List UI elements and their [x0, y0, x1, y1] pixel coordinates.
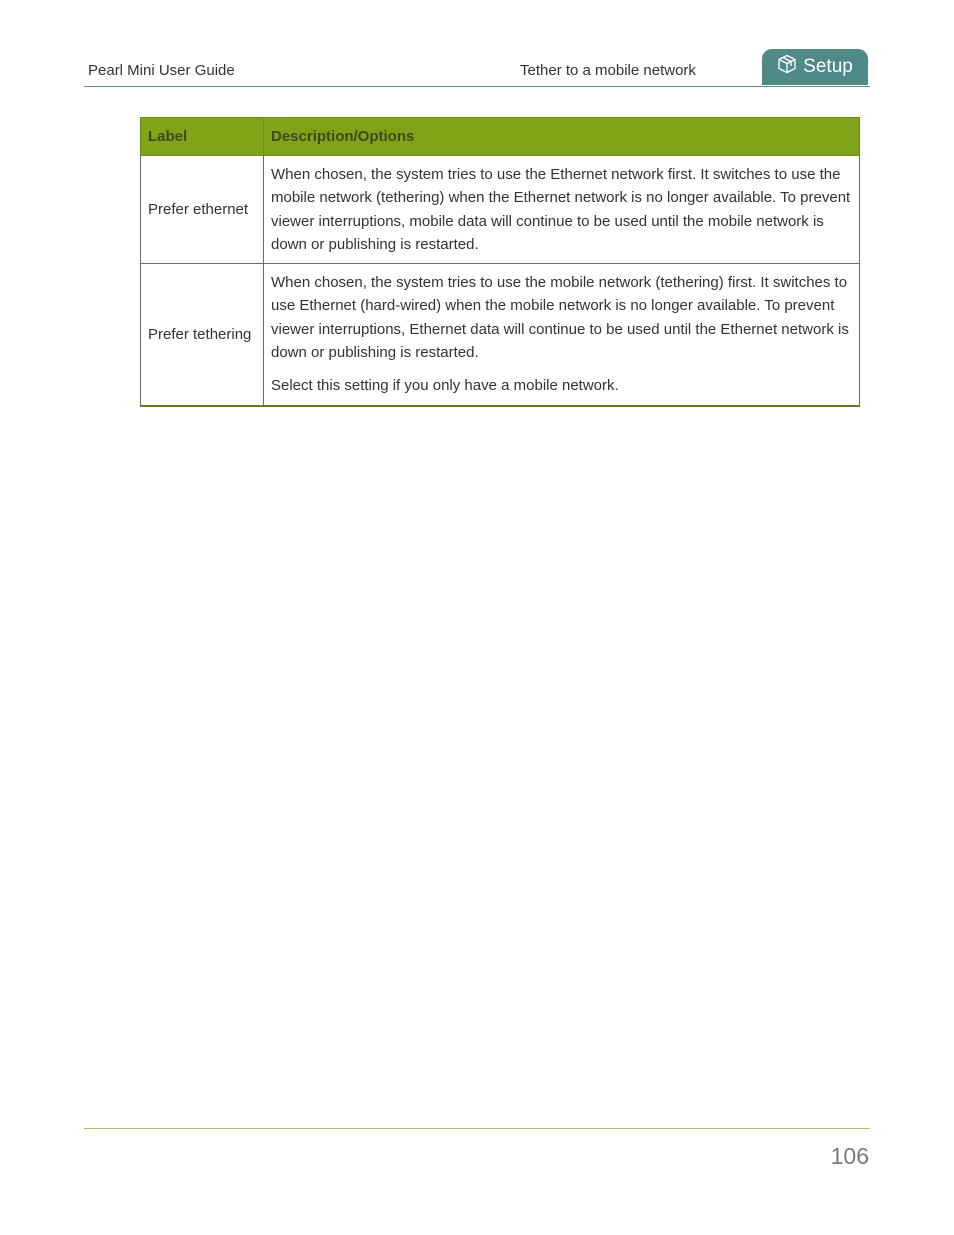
row-description-prefer-tethering: [264, 264, 860, 406]
column-header-label: Label: [141, 118, 264, 156]
section-title: Tether to a mobile network: [520, 62, 696, 79]
header-divider: [84, 86, 870, 87]
table-header-row: [141, 118, 860, 156]
page-number: 106: [830, 1143, 869, 1169]
footer-divider: [84, 1128, 870, 1129]
guide-title: Pearl Mini User Guide: [88, 62, 235, 79]
table-row: [141, 264, 860, 406]
description-paragraph: When chosen, the system tries to use the Ethernet network first. It switches to use the mobile network (tethering) when the Ethernet network is no longer available. To prevent viewer interruptions, mobile data will continue to be used until the mobile network is down or publishing is restarted.: [271, 166, 851, 253]
row-label-prefer-tethering: Prefer tethering: [141, 264, 264, 406]
column-header-description: Description/Options: [264, 118, 860, 156]
row-label-prefer-ethernet: Prefer ethernet: [141, 156, 264, 264]
setup-tab-label: Setup: [803, 56, 853, 77]
setup-tab[interactable]: [762, 49, 868, 85]
description-paragraph: When chosen, the system tries to use the mobile network (tethering) first. It switches to use Ethernet (hard-wired) when the mobile network is no longer available. To prevent viewer interruptions, Ethernet data will continue to be used until the Ethernet network is down or publishing is restarted.: [271, 274, 849, 362]
options-table: [140, 117, 860, 407]
table-row: [141, 156, 860, 264]
cube-icon: [777, 54, 797, 80]
row-description-prefer-ethernet: [264, 156, 860, 264]
description-paragraph: Select this setting if you only have a mobile network.: [271, 377, 619, 395]
